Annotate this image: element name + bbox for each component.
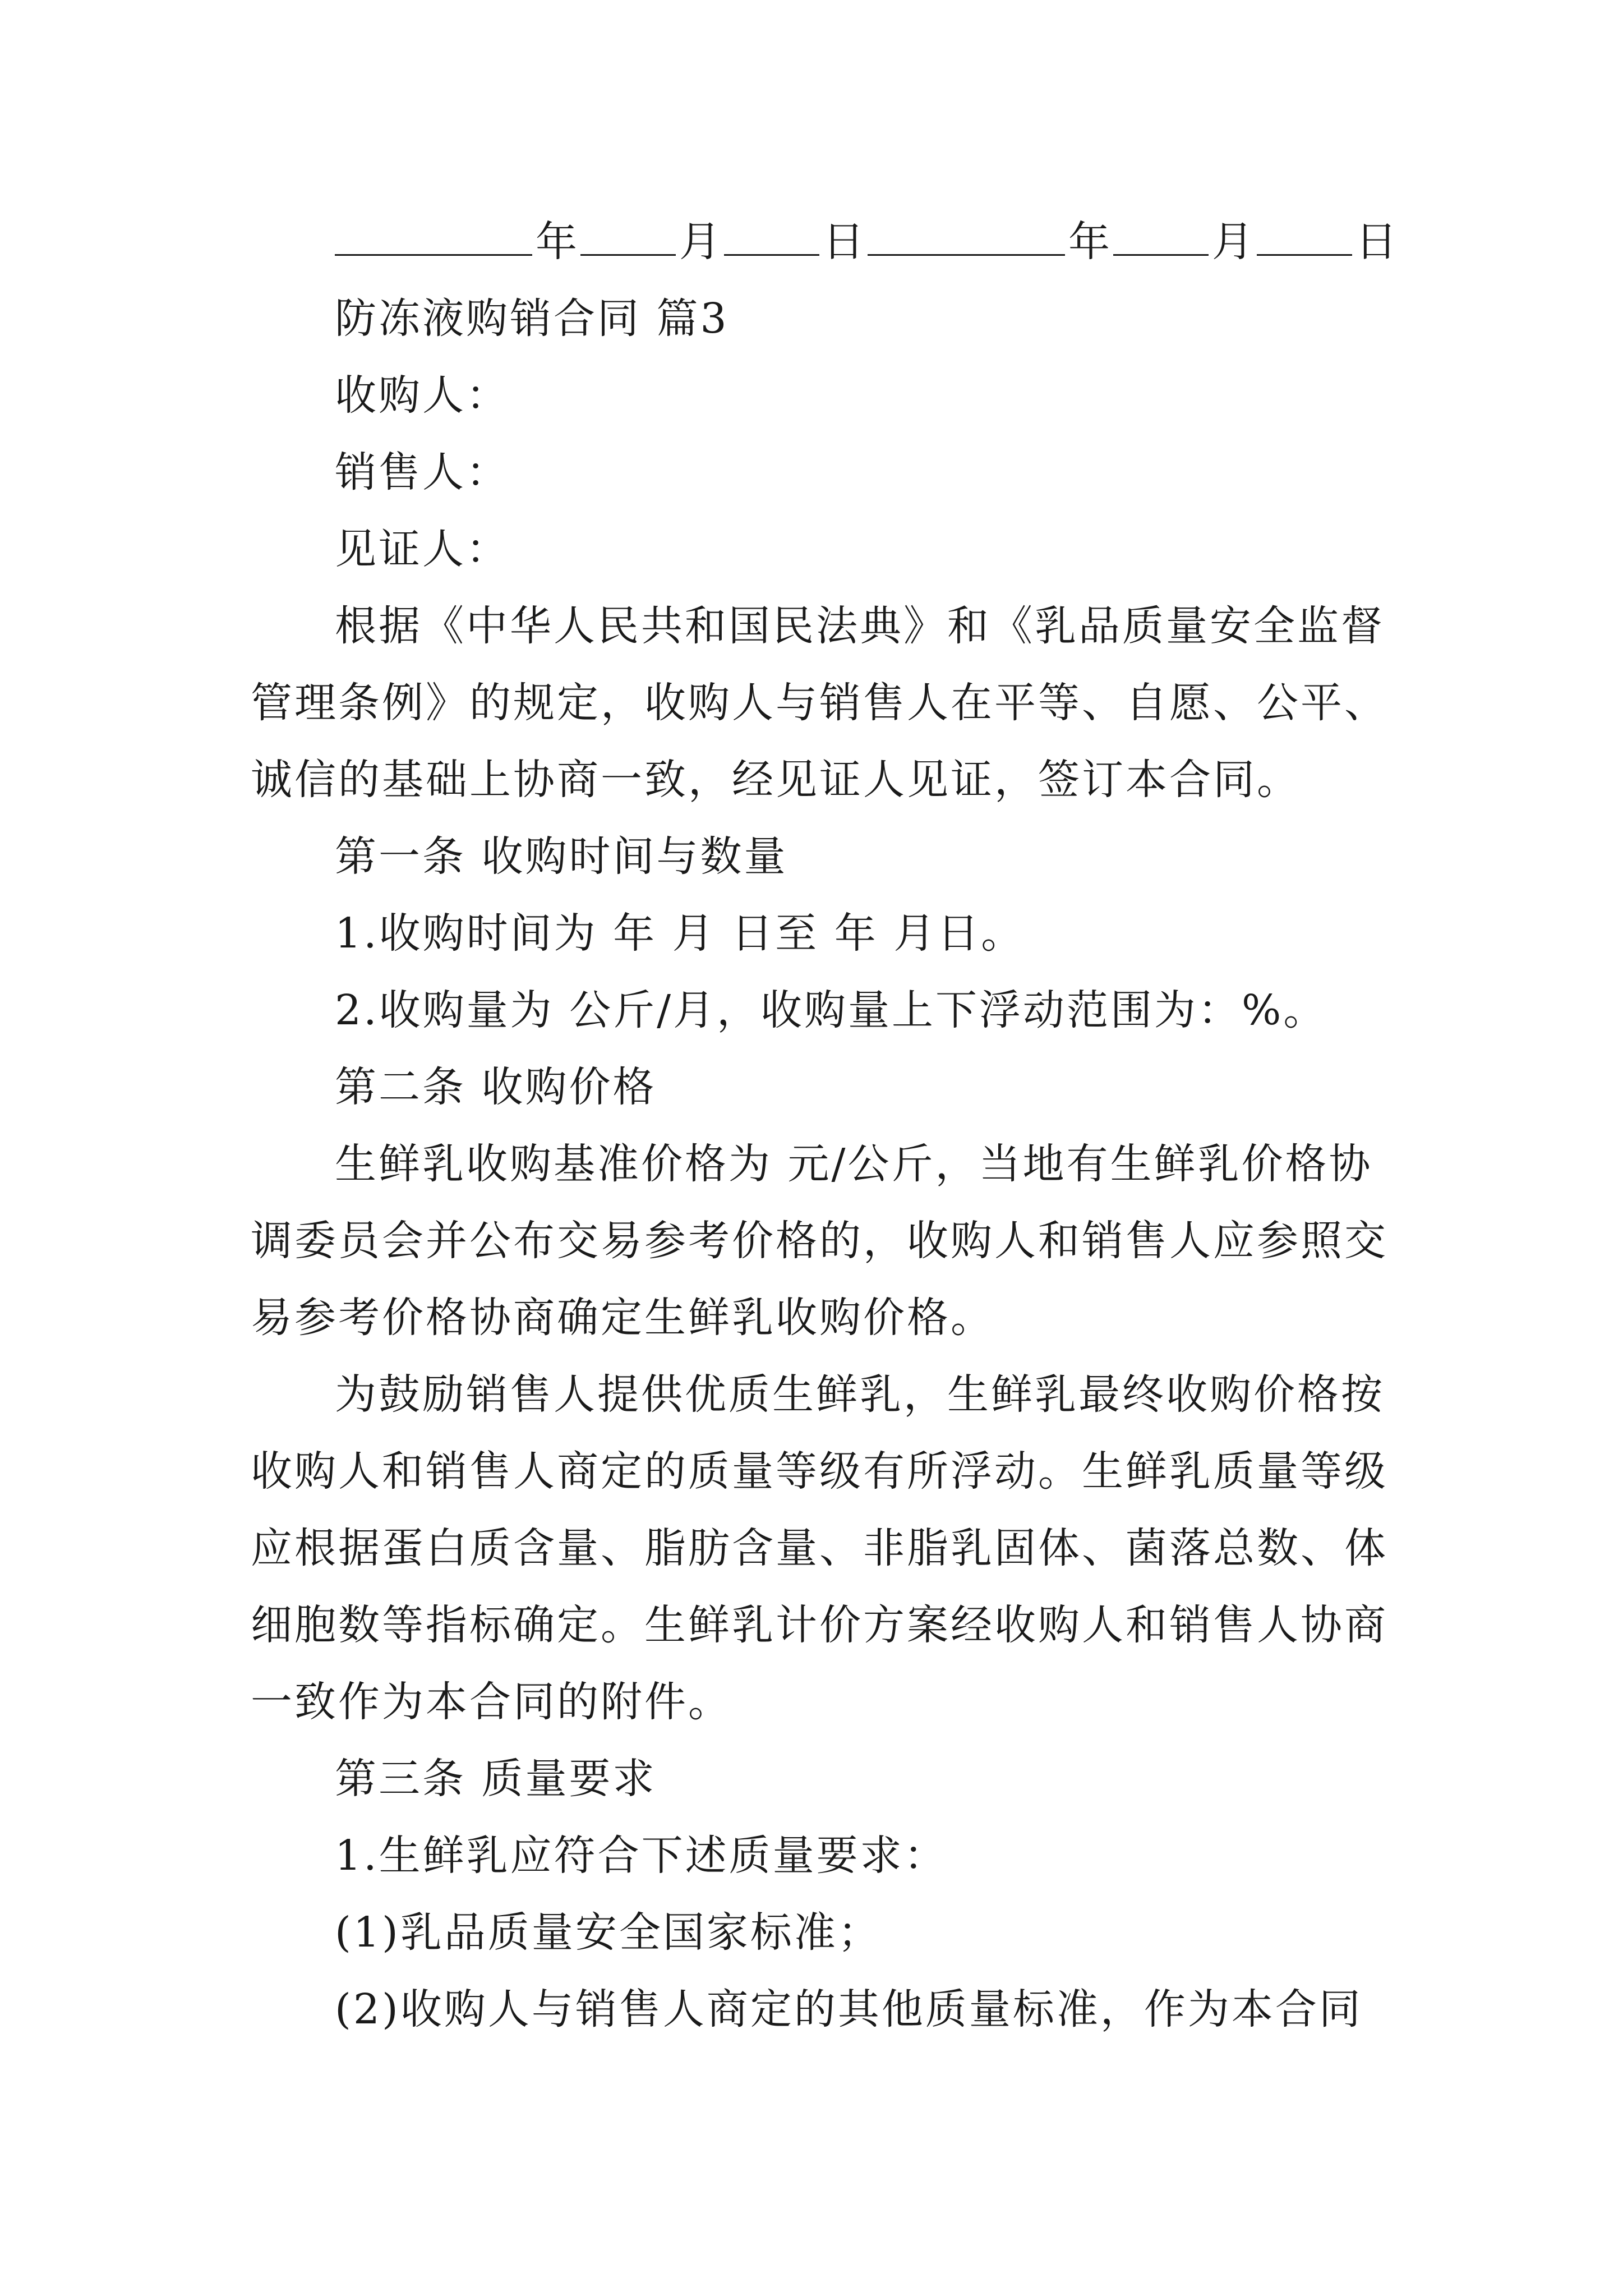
signature-date-line [335, 218, 1400, 266]
blank-year-2 [868, 254, 1065, 256]
clause-line: (1)乳品质量安全国家标准； [335, 1908, 882, 1957]
month-label-2: 月 [1212, 218, 1256, 266]
year-label-2: 年 [1068, 218, 1112, 266]
paragraph-line: 易参考价格协商确定生鲜乳收购价格。 [251, 1294, 994, 1342]
clause-line: 1.生鲜乳应符合下述质量要求： [335, 1832, 948, 1880]
day-label-1: 日 [823, 218, 866, 266]
day-label-2: 日 [1355, 218, 1399, 266]
blank-year-1 [335, 254, 532, 256]
paragraph-line: 应根据蛋白质含量、脂肪含量、非脂乳固体、菌落总数、体 [251, 1524, 1388, 1572]
buyer-field: 收购人： [335, 371, 510, 420]
month-label-1: 月 [679, 218, 723, 266]
year-label-1: 年 [536, 218, 579, 266]
seller-field: 销售人： [335, 448, 510, 496]
blank-day-2 [1257, 254, 1352, 256]
paragraph-line: 生鲜乳收购基准价格为 元/公斤，当地有生鲜乳价格协 [335, 1140, 1373, 1188]
clause-line: 1.收购时间为 年 月 日至 年 月日。 [335, 909, 1025, 958]
witness-field: 见证人： [335, 525, 510, 573]
paragraph-line: 收购人和销售人商定的质量等级有所浮动。生鲜乳质量等级 [251, 1447, 1388, 1496]
paragraph-line: 细胞数等指标确定。生鲜乳计价方案经收购人和销售人协商 [251, 1601, 1388, 1649]
paragraph-line: 调委员会并公布交易参考价格的，收购人和销售人应参照交 [251, 1217, 1388, 1265]
section-title: 防冻液购销合同 篇3 [335, 295, 729, 343]
paragraph-line: 管理条例》的规定，收购人与销售人在平等、自愿、公平、 [251, 679, 1388, 727]
article-heading: 第三条 质量要求 [335, 1755, 657, 1803]
clause-line: (2)收购人与销售人商定的其他质量标准，作为本合同 [335, 1985, 1363, 2033]
paragraph-line: 一致作为本合同的附件。 [251, 1678, 732, 1726]
article-heading: 第一条 收购时间与数量 [335, 832, 788, 881]
paragraph-line: 诚信的基础上协商一致，经见证人见证，签订本合同。 [251, 756, 1301, 804]
blank-day-1 [724, 254, 819, 256]
clause-line: 2.收购量为 公斤/月，收购量上下浮动范围为：%。 [335, 986, 1327, 1034]
paragraph-line: 为鼓励销售人提供优质生鲜乳，生鲜乳最终收购价格按 [335, 1370, 1385, 1419]
blank-month-2 [1113, 254, 1209, 256]
paragraph-line: 根据《中华人民共和国民法典》和《乳品质量安全监督 [335, 602, 1385, 650]
blank-month-1 [580, 254, 676, 256]
article-heading: 第二条 收购价格 [335, 1063, 657, 1111]
